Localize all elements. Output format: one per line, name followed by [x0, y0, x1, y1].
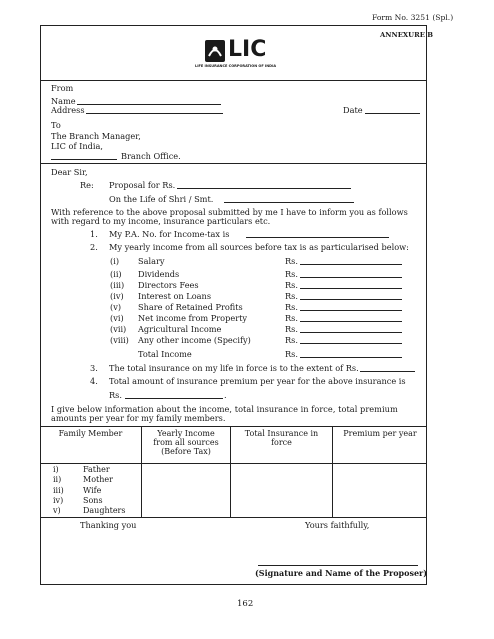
- income-rs: Rs.: [285, 302, 298, 312]
- date-field[interactable]: [365, 113, 420, 114]
- income-num: (viii): [110, 335, 129, 345]
- signature-label: (Signature and Name of the Proposer): [255, 568, 428, 578]
- income-label: Share of Retained Profits: [138, 302, 243, 312]
- total-insurance-field[interactable]: [360, 371, 415, 372]
- item-2-num: 2.: [90, 242, 98, 252]
- item-1-num: 1.: [90, 229, 98, 239]
- income-rs: Rs.: [285, 256, 298, 266]
- premium-total-field[interactable]: [125, 398, 223, 399]
- income-rs: Rs.: [285, 269, 298, 279]
- income-rs: Rs.: [285, 324, 298, 334]
- re-label: Re:: [80, 180, 94, 190]
- income-label: Dividends: [138, 269, 180, 279]
- income-field[interactable]: [300, 277, 402, 278]
- income-label: Directors Fees: [138, 280, 199, 290]
- table-insurance-cell[interactable]: [231, 464, 333, 518]
- table-row: iv) Sons: [53, 495, 103, 505]
- income-label: Any other income (Specify): [138, 335, 251, 345]
- item-4-text: Total amount of insurance premium per year for the above insurance is: [109, 376, 406, 386]
- table-premium-cell[interactable]: [333, 464, 428, 518]
- table-row: ii) Mother: [53, 475, 113, 485]
- branch-office-label: Branch Office.: [121, 151, 181, 161]
- annexure-label: ANNEXURE B: [380, 31, 434, 39]
- table-header-member: Family Member: [40, 427, 142, 464]
- income-label: Salary: [138, 256, 165, 266]
- total-income-rs: Rs.: [285, 349, 298, 359]
- income-field[interactable]: [300, 299, 402, 300]
- income-field[interactable]: [300, 310, 402, 311]
- form-number: Form No. 3251 (Spl.): [372, 13, 454, 22]
- family-text-1: I give below information about the income, total insurance in force, total premium: [51, 404, 398, 414]
- table-member-cell: [40, 464, 142, 518]
- item-3-num: 3.: [90, 363, 98, 373]
- date-label: Date: [343, 105, 363, 115]
- table-row: i) Father: [53, 465, 110, 474]
- family-table: [40, 426, 427, 518]
- signature-field[interactable]: [258, 565, 418, 566]
- lic-emblem-icon: [205, 40, 225, 62]
- table-header-insurance: Total Insurance in force: [231, 427, 333, 464]
- income-num: (iv): [110, 291, 124, 301]
- income-num: (v): [110, 302, 122, 312]
- income-label: Net income from Property: [138, 313, 248, 323]
- branch-field[interactable]: [51, 159, 117, 160]
- income-rs: Rs.: [285, 291, 298, 301]
- to-line-1: The Branch Manager,: [51, 131, 141, 141]
- table-row: iii) Wife: [53, 485, 102, 495]
- name-field[interactable]: [77, 104, 221, 105]
- item-4-end: .: [224, 390, 227, 400]
- item-3-text: The total insurance on my life in force is to the extent of Rs.: [109, 363, 359, 373]
- income-rs: Rs.: [285, 280, 298, 290]
- item-4-rs: Rs.: [109, 390, 122, 400]
- intro-text-1: With reference to the above proposal submitted by me I have to inform you as follows: [51, 207, 408, 217]
- table-header-income: Yearly Income from all sources (Before Tax): [142, 427, 231, 464]
- divider: [41, 163, 426, 164]
- dear-sir: Dear Sir,: [51, 167, 88, 177]
- address-field[interactable]: [86, 113, 223, 114]
- income-rs: Rs.: [285, 313, 298, 323]
- life-of-label: On the Life of Shri / Smt.: [109, 194, 214, 204]
- to-label: To: [51, 120, 61, 130]
- address-label: Address: [51, 105, 85, 115]
- family-text-2: amounts per year for my family members.: [51, 413, 226, 423]
- intro-text-2: with regard to my income, insurance particulars etc.: [51, 216, 271, 226]
- proposal-amount-field[interactable]: [177, 188, 351, 189]
- income-num: (ii): [110, 269, 122, 279]
- income-field[interactable]: [300, 264, 402, 265]
- yours-faithfully: Yours faithfully,: [305, 520, 370, 530]
- income-field[interactable]: [300, 332, 402, 333]
- name-label: Name: [51, 96, 76, 106]
- life-of-field[interactable]: [224, 202, 354, 203]
- income-field[interactable]: [300, 343, 402, 344]
- income-label: Interest on Loans: [138, 291, 212, 301]
- logo-subtitle: LIFE INSURANCE CORPORATION OF INDIA: [195, 64, 277, 68]
- income-field[interactable]: [300, 321, 402, 322]
- to-line-2: LIC of India,: [51, 141, 103, 151]
- table-row: v) Daughters: [53, 506, 126, 516]
- income-label: Agricultural Income: [138, 324, 222, 334]
- pan-field[interactable]: [246, 237, 389, 238]
- thanking-text: Thanking you: [80, 520, 137, 530]
- item-1-text: My P.A. No. for Income-tax is: [109, 229, 230, 239]
- income-num: (vi): [110, 313, 124, 323]
- divider: [41, 80, 426, 81]
- income-field[interactable]: [300, 288, 402, 289]
- item-2-text: My yearly income from all sources before tax is as particularised below:: [109, 242, 409, 252]
- table-header-premium: Premium per year: [333, 427, 428, 464]
- logo-text: LIC: [228, 37, 267, 62]
- income-num: (iii): [110, 280, 125, 290]
- from-label: From: [51, 83, 74, 93]
- item-4-num: 4.: [90, 376, 98, 386]
- proposal-label: Proposal for Rs.: [109, 180, 176, 190]
- total-income-field[interactable]: [300, 357, 402, 358]
- table-income-cell[interactable]: [142, 464, 231, 518]
- income-rs: Rs.: [285, 335, 298, 345]
- income-num: (i): [110, 256, 120, 266]
- total-income-label: Total Income: [138, 349, 192, 359]
- page-number: 162: [237, 599, 254, 609]
- income-num: (vii): [110, 324, 127, 334]
